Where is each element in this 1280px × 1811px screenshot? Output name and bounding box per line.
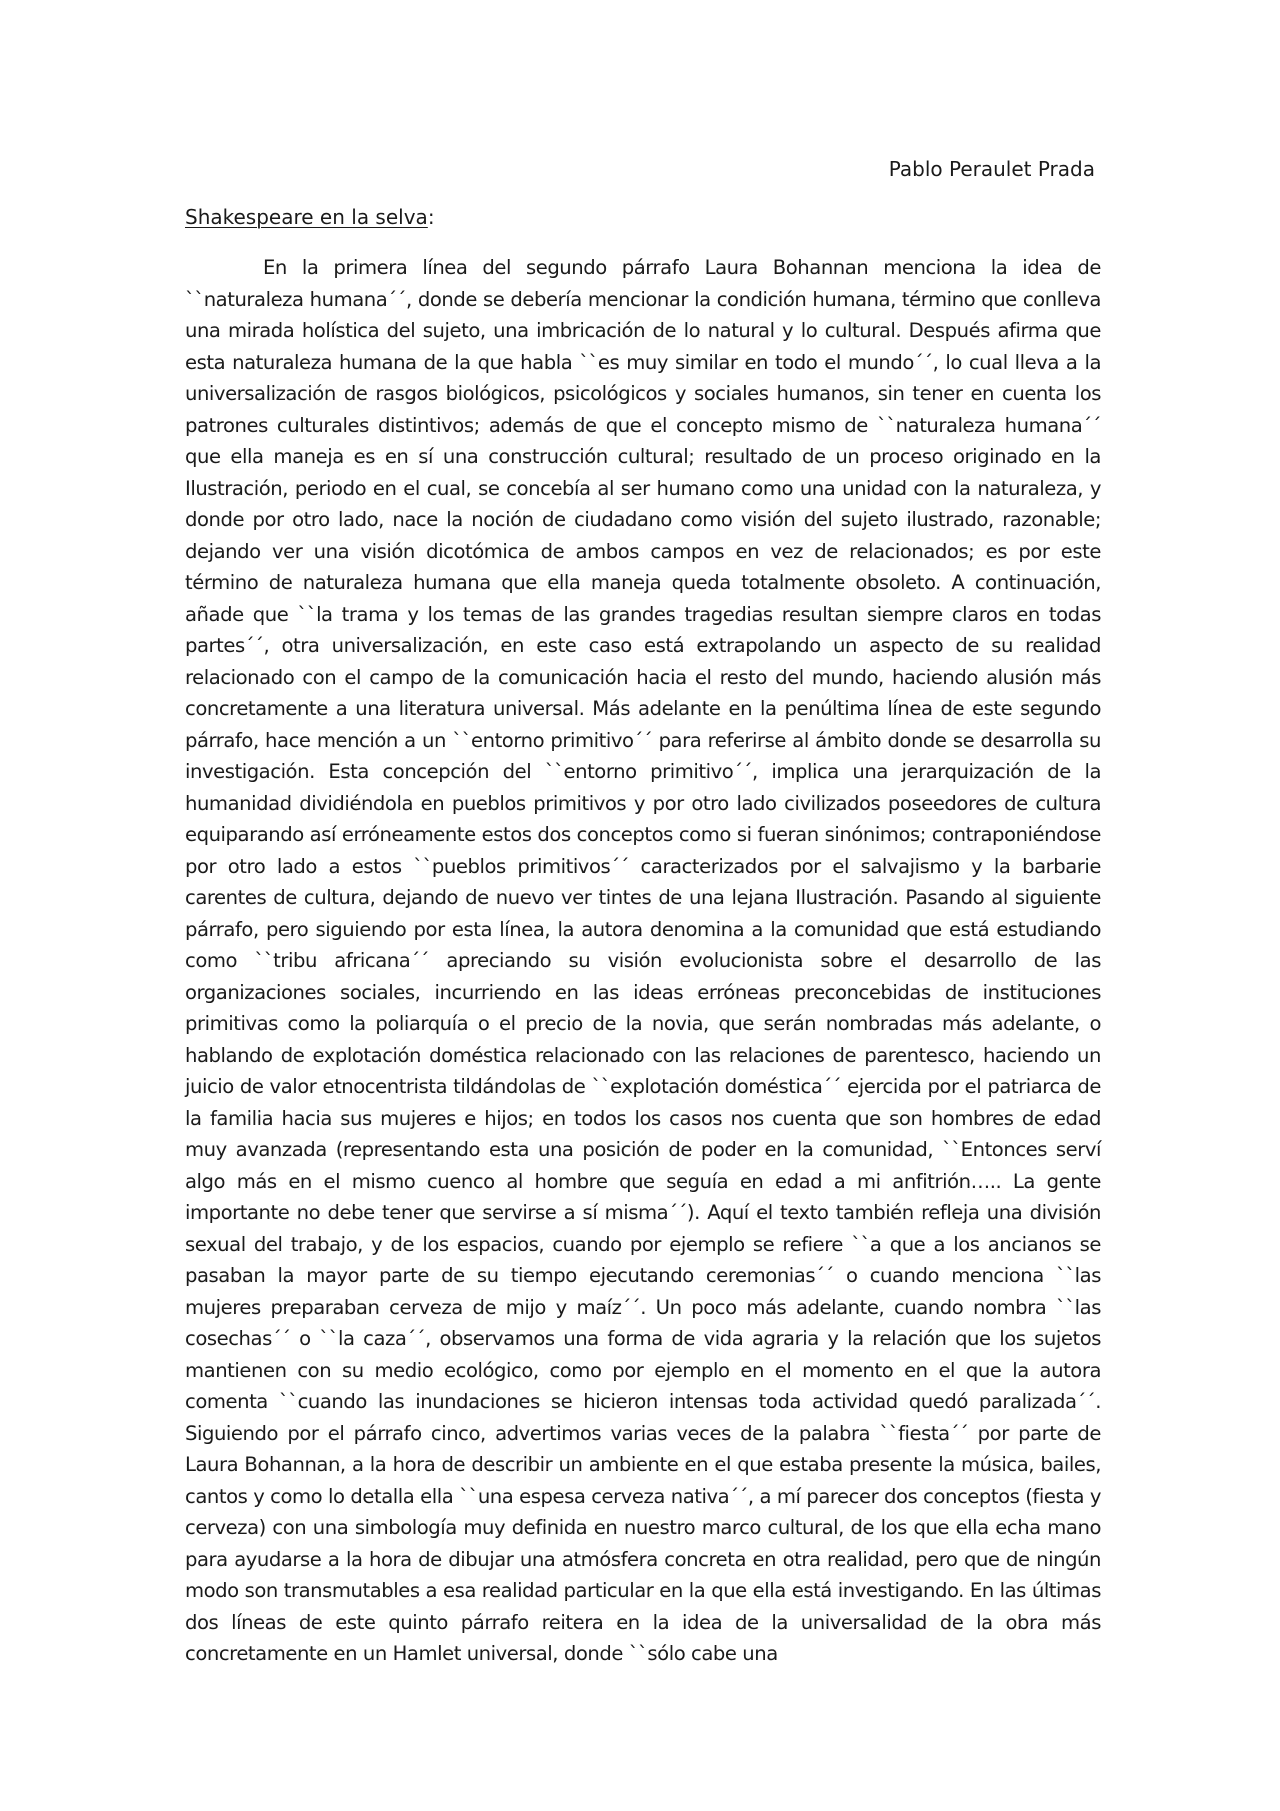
document-title-text: Shakespeare en la selva — [185, 205, 428, 229]
body-paragraph: En la primera línea del segundo párrafo Laura Bohannan menciona la idea de ``naturaleza humana´´, donde se debería mencionar la condición humana, término que conlleva una mirada holística del sujeto, una imbricación de lo natural y lo cultural. Después afirma que esta naturaleza humana de la que habla ``es muy similar en todo el mundo´´, lo cual lleva a la universalización de rasgos biológicos, psicológicos y sociales humanos, sin tener en cuenta los patrones culturales distintivos; además de que el concepto mismo de ``naturaleza humana´´ que ella maneja es en sí una construcción cultural; resultado de un proceso originado en la Ilustración, periodo en el cual, se concebía al ser humano como una unidad con la naturaleza, y donde por otro lado, nace la noción de ciudadano como visión del sujeto ilustrado, razonable; dejando ver una visión dicotómica de ambos campos en vez de relacionados; es por este término de naturaleza humana que ella maneja queda totalmente obsoleto. A continuación, añade que ``la trama y los temas de las grandes tragedias resultan siempre claros en todas partes´´, otra universalización, en este caso está extrapolando un aspecto de su realidad relacionado con el campo de la comunicación hacia el resto del mundo, haciendo alusión más concretamente a una literatura universal. Más adelante en la penúltima línea de este segundo párrafo, hace mención a un ``entorno primitivo´´ para referirse al ámbito donde se desarrolla su investigación. Esta concepción del ``entorno primitivo´´, implica una jerarquización de la humanidad dividiéndola en pueblos primitivos y por otro lado civilizados poseedores de cultura equiparando así erróneamente estos dos conceptos como si fueran sinónimos; contraponiéndose por otro lado a estos ``pueblos primitivos´´ caracterizados por el salvajismo y la barbarie carentes de cultura, dejando de nuevo ver tintes de una lejana Ilustración. Pasando al siguiente párrafo, pero siguiendo por esta línea, la autora denomina a la comunidad que está estudiando como ``tribu africana´´ apreciando su visión evolucionista sobre el desarrollo de las organizaciones sociales, incurriendo en las ideas erróneas preconcebidas de instituciones primitivas como la poliarquía o el precio de la novia, que serán nombradas más adelante, o hablando de explotación doméstica relacionado con las relaciones de parentesco, haciendo un juicio de valor etnocentrista tildándolas de ``explotación doméstica´´ ejercida por el patriarca de la familia hacia sus mujeres e hijos; en todos los casos nos cuenta que son hombres de edad muy avanzada (representando esta una posición de poder en la comunidad, ``Entonces serví algo más en el mismo cuenco al hombre que seguía en edad a mi anfitrión….. La gente importante no debe tener que servirse a sí misma´´). Aquí el texto también refleja una división sexual del trabajo, y de los espacios, cuando por ejemplo se refiere ``a que a los ancianos se pasaban la mayor parte de su tiempo ejecutando ceremonias´´ o cuando menciona ``las mujeres preparaban cerveza de mijo y maíz´´. Un poco más adelante, cuando nombra ``las cosechas´´ o ``la caza´´, observamos una forma de vida agraria y la relación que los sujetos mantienen con su medio ecológico, como por ejemplo en el momento en el que la autora comenta ``cuando las inundaciones se hicieron intensas toda actividad quedó paralizada´´. Siguiendo por el párrafo cinco, advertimos varias veces de la palabra ``fiesta´´ por parte de Laura Bohannan, a la hora de describir un ambiente en el que estaba presente la música, bailes, cantos y como lo detalla ella ``una espesa cerveza nativa´´, a mí parecer dos conceptos (fiesta y cerveza) con una simbología muy definida en nuestro marco cultural, de los que ella echa mano para ayudarse a la hora de dibujar una atmósfera concreta en otra realidad, pero que de ningún modo son transmutables a esa realidad particular en la que ella está investigando. En las últimas dos líneas de este quinto párrafo reitera en la idea de la universalidad de la obra más concretamente en un Hamlet universal, donde ``sólo cabe una — [185, 256, 1101, 1665]
document-title-colon: : — [427, 205, 435, 229]
author-name: Pablo Peraulet Prada — [888, 157, 1095, 181]
document-title — [185, 204, 435, 230]
